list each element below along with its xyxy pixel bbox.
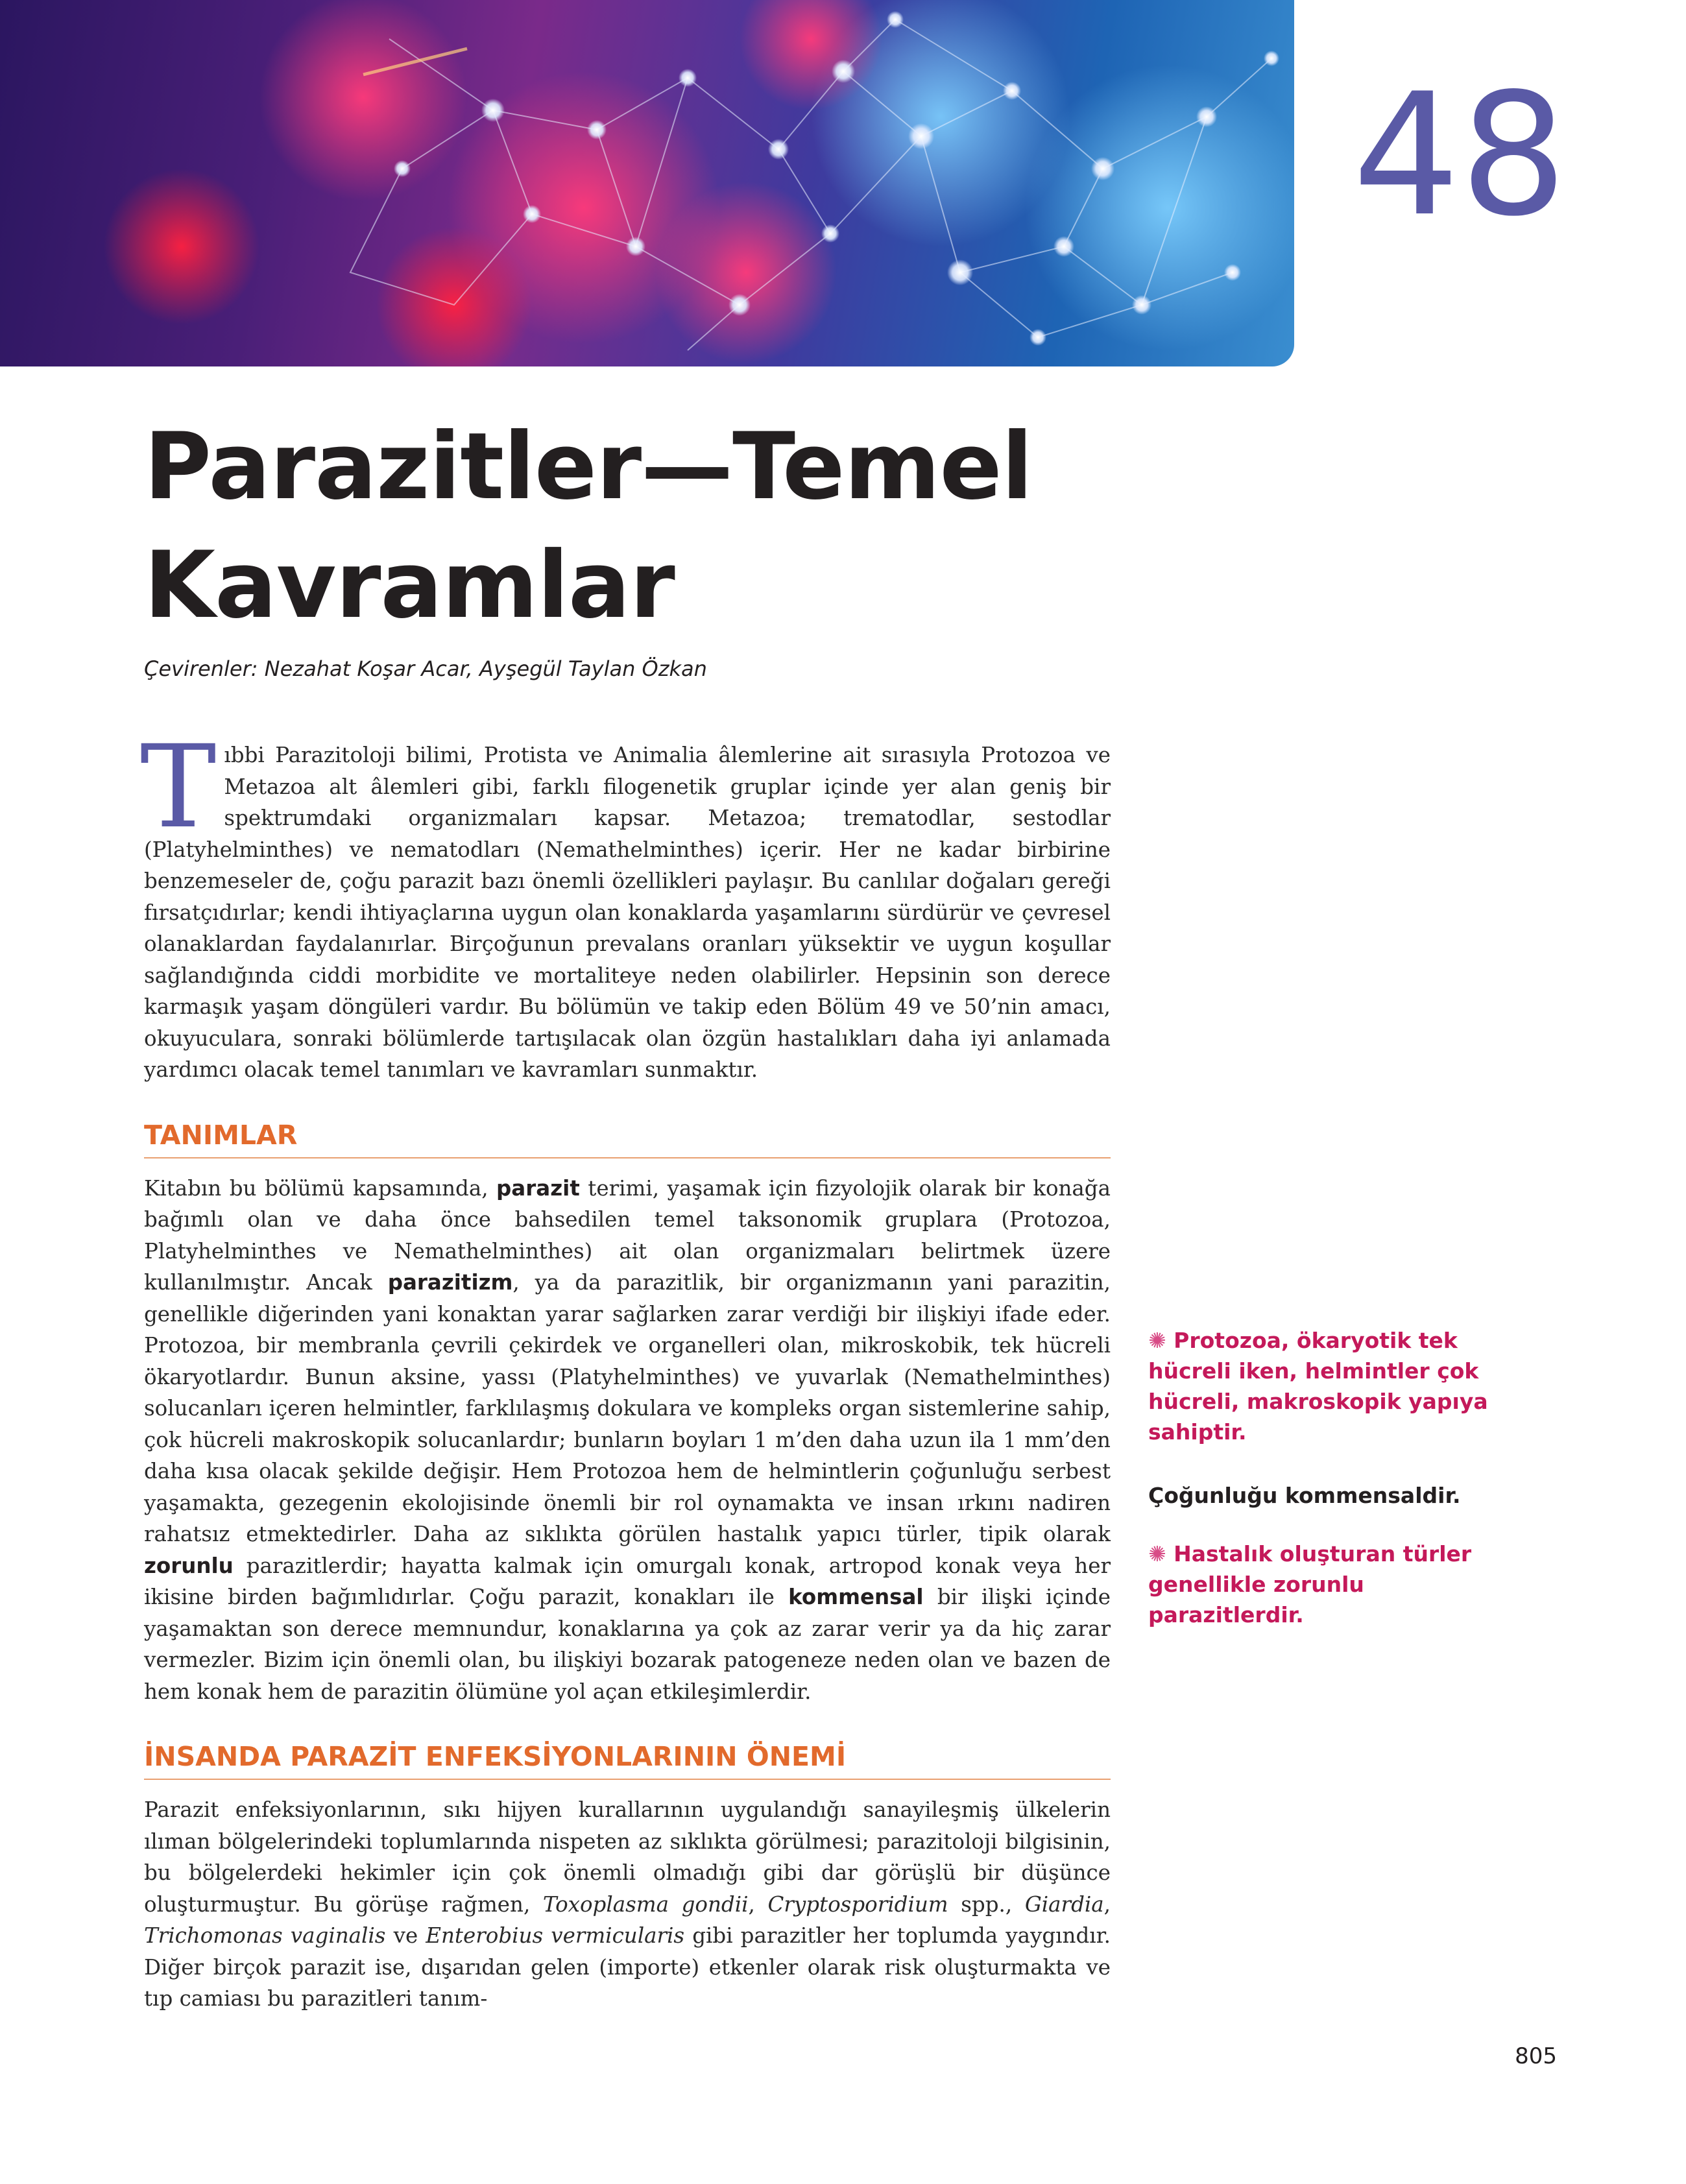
importance-paragraph: Parazit enfeksiyonlarının, sıkı hijyen kurallarının uygulandığı sanayileşmiş ülkelerin ılıman bölgelerindeki toplumlarında nispeten az sıklıkta görülmesi; parazitoloji bilgisinin, bu bölgelerdeki hekimler için çok önemli olmadığı gibi dar görüşlü bir düşünce oluşturmuştur. Bu görüşe rağmen, Toxoplasma gondii, Cryptosporidium spp., Giardia, Trichomonas vaginalis ve Enterobius vermicularis gibi parazitler her toplumda yaygındır. Diğer birçok parazit ise, dışarıdan gelen (importe) etkenler olarak risk oluşturmakta ve tıp camiası bu parazitleri tanım- [144, 1797, 1111, 2011]
asterisk-icon: ✺ [1148, 1541, 1166, 1566]
chapter-number: 48 [1353, 58, 1567, 254]
species-toxoplasma: Toxoplasma gondii [542, 1891, 749, 1917]
margin-note-obligate: ✺ Hastalık oluşturan türler genellikle zorunlu parazitlerdir. [1148, 1541, 1472, 1627]
species-trichomonas: Trichomonas vaginalis [144, 1923, 386, 1948]
species-cryptosporidium: Cryptosporidium [767, 1891, 948, 1917]
term-parazit: parazit [496, 1175, 580, 1201]
drop-cap: T [140, 721, 217, 854]
asterisk-icon: ✺ [1148, 1328, 1166, 1353]
intro-paragraph [140, 721, 1111, 1086]
definitions-paragraph: Kitabın bu bölümü kapsamında, parazit terimi, yaşamak için fizyolojik olarak bir konağa bağımlı olan ve daha önce bahsedilen temel taksonomik gruplara (Protozoa, Platyhelminthes ve Nemathelminthes) ait olan organizmaları belirtmek üzere kullanılmıştır. Ancak parazitizm, ya da parazitlik, bir organizmanın yani parazitin, genellikle diğerinden yani konaktan yarar sağlarken zarar verdiği bir ilişkiyi ifade eder. Protozoa, bir membranla çevrili çekirdek ve organelleri olan, mikroskobik, tek hücreli ökaryotlardır. Bunun aksine, yassı (Platyhelminthes) ve yuvarlak (Nemathelminthes) solucanları içeren helmintler, farklılaşmış dokulara ve kompleks organ sistemlerine sahip, çok hücreli makroskopik solucanlardır; bunların boyları 1 m’den daha uzun ila 1 mm’den daha kısa olacak şekilde değişir. Hem Protozoa hem de helmintlerin çoğunluğu serbest yaşamakta, gezegenin ekolojisinde önemli bir rol oynamakta ve insan ırkını nadiren rahatsız etmektedirler. Daha az sıklıkta görülen hastalık yapıcı türler, tipik olarak zorunlu parazitlerdir; hayatta kalmak için omurgalı konak, artropod konak veya her ikisine birden bağımlıdırlar. Çoğu parazit, konakları ile kommensal bir ilişki içinde yaşamaktan son derece memnundur, konaklarına ya çok az zarar verir ya da hiç zarar vermezler. Bizim için önemli olan, bu ilişkiyi bozarak patogeneze neden olan ve bazen de hem konak hem de parazitin ölümüne yol açan etkileşimlerdir. [144, 1175, 1111, 1704]
translators-credit: Çevirenler: Nezahat Koşar Acar, Ayşegül Taylan Özkan [144, 656, 707, 681]
chapter-title-line-1: Parazitler—Temel [144, 413, 1033, 520]
species-enterobius: Enterobius vermicularis [426, 1923, 685, 1948]
chapter-title [144, 407, 1117, 645]
species-giardia: Giardia [1024, 1891, 1104, 1917]
section-heading-definitions: TANIMLAR [144, 1120, 1111, 1158]
margin-note-commensal: Çoğunluğu kommensaldir. [1148, 1483, 1461, 1508]
page-number: 805 [1515, 2043, 1557, 2069]
section-heading-importance: İNSANDA PARAZİT ENFEKSİYONLARININ ÖNEMİ [144, 1741, 1111, 1780]
main-column [140, 721, 1111, 2015]
chapter-title-line-2: Kavramlar [144, 532, 675, 639]
term-zorunlu: zorunlu [144, 1553, 234, 1578]
header-banner-image [0, 0, 1294, 366]
margin-note-protozoa: ✺ Protozoa, ökaryotik tek hücreli iken, helmintler çok hücreli, makroskopik yapıya sahiptir. [1148, 1328, 1488, 1445]
term-parazitizm: parazitizm [387, 1270, 513, 1295]
intro-text: ıbbi Parazitoloji bilimi, Protista ve Animalia âlemlerine ait sırasıyla Protozoa ve Metazoa alt âlemleri gibi, farklı filogenetik gruplar içinde yer alan geniş bir spektrumdaki organizmaları kapsar. Metazoa; trematodlar, sestodlar (Platyhelminthes) ve nematodları (Nemathelminthes) içerir. Her ne kadar birbirine benzemeseler de, çoğu parazit bazı önemli özellikleri paylaşır. Bu canlılar doğaları gereği fırsatçıdırlar; kendi ihtiyaçlarına uygun olan konaklarda yaşamlarını sürdürür ve çevresel olanaklardan faydalanırlar. Birçoğunun prevalans oranları yüksektir ve uygun koşullar sağlandığında ciddi morbidite ve mortaliteye neden olabilirler. Hepsinin son derece karmaşık yaşam döngüleri vardır. Bu bölümün ve takip eden Bölüm 49 ve 50’nin amacı, okuyuculara, sonraki bölümlerde tartışılacak olan özgün hastalıkları daha iyi anlamada yardımcı olacak temel tanımları ve kavramları sunmaktır. [144, 743, 1111, 1082]
term-kommensal: kommensal [788, 1585, 924, 1609]
network-illustration [0, 0, 1294, 366]
